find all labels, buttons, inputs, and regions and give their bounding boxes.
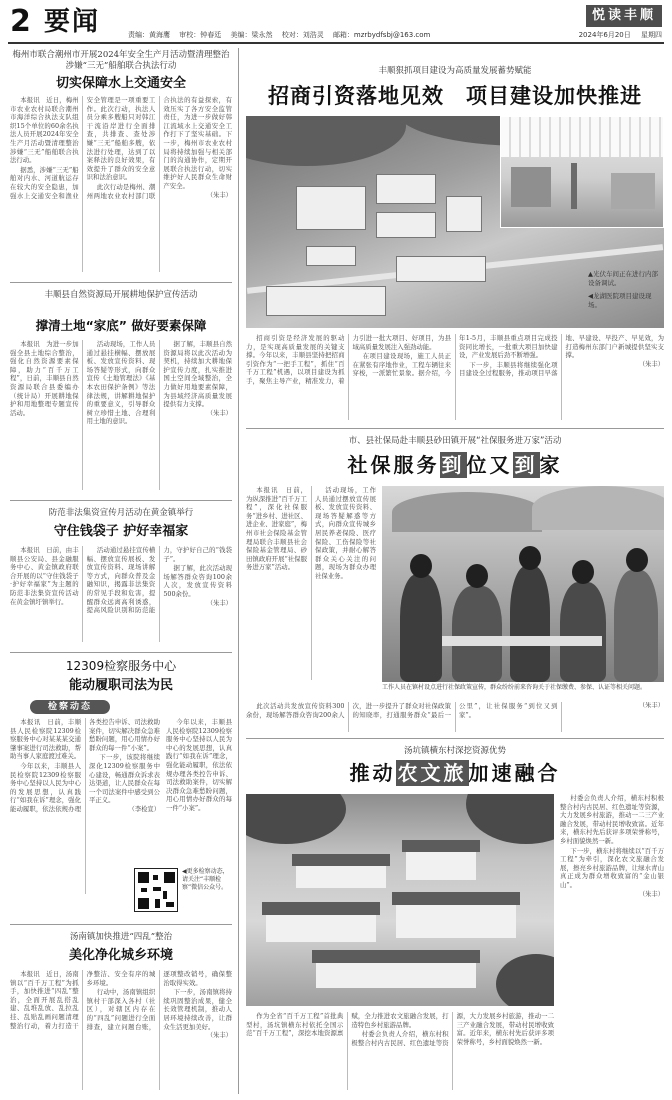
byline: （朱丰） — [638, 360, 664, 368]
story3-body — [10, 546, 232, 642]
paragraph: 活动现场，工作人员通过摆放宣传展板、发放宣传资料、现场答疑解惑等方式，向群众宣传城乡居民养老保险、医疗保险、工伤保险等社保政策，并耐心解答群众关心关注的问题，现场为群众办理社保业务。 — [315, 486, 376, 580]
paragraph: 活动现场，工作人员通过悬挂横幅、摆放展板、发放宣传资料、现场答疑等形式，向群众宣传《土地管理法》《基本农田保护条例》等法律法规，讲解耕地保护的重要意义，引导群众树立珍惜土地、合理利用土地的意识。 — [86, 340, 156, 426]
paragraph: 村委会负责人介绍，横东村积极整合村内古民居、红色遗址等资源，大力发展乡村旅游，推动一二三产业融合发展，带动村民增收致富。近年来，横东村先后获评多项荣誉称号，乡村面貌焕然一新。 — [351, 1012, 554, 1047]
paragraph: 本报讯 近日，汤南镇以“百千万工程”为抓手，加快推进“四乱”整治，全面开展乱搭乱建、乱堆乱放、乱拉乱挂、乱贴乱画问题清理整治行动，着力打造干净整洁、安全有序的城乡环境。 — [10, 970, 156, 1030]
byline: （李检宣） — [128, 805, 160, 813]
paragraph: 行动中，汤南镇组织镇村干部深入各村（社区），对辖区内存在的“四乱”问题进行全面排查，建立问题台账，逐项整改销号，确保整治取得实效。 — [86, 970, 232, 1031]
column-tag: 检察动态 — [30, 700, 110, 714]
story1-title: 切实保障水上交通安全 — [55, 76, 186, 91]
byline: （朱丰） — [638, 702, 664, 709]
byline: （朱丰） — [206, 191, 232, 199]
byline: （朱丰） — [206, 409, 232, 417]
title-highlight: 到 — [441, 453, 465, 477]
credit-item: 审校：钟春廷 — [179, 31, 222, 39]
paragraph: 今年以来，丰顺县人民检察院12309检察服务中心坚持以人民为中心的发展思想，认真践行“如我在诉”理念，强化能动履职，依法依规办理各类控告申诉、司法救助案件，切实解决群众急难愁盼问题，用心用情办好群众的每一件“小案”。 — [10, 718, 160, 813]
paragraph: 据了解，丰顺县自然资源局将以此次活动为契机，持续加大耕地保护宣传力度，扎实推进国土空间全域整治，全力做好用地要素保障，为县域经济高质量发展提供有力支撑。 — [163, 340, 232, 409]
credit-item: 校对：刘浩灵 — [281, 31, 324, 39]
credit-item: 邮箱：mzrbydfsbj@163.com — [332, 31, 431, 39]
feature2-kicker: 市、县社保局赴丰顺县砂田镇开展“社保服务进万家”活动 — [348, 436, 562, 446]
paragraph: 本报讯 日前，丰顺县人民检察院12309检察服务中心对某某某交通肇事案进行司法救助，帮助当事人家庭渡过难关。 — [10, 718, 81, 761]
divider — [10, 652, 232, 653]
credit-item: 美编：梁永然 — [230, 31, 273, 39]
divider — [10, 924, 232, 925]
divider — [246, 428, 664, 429]
paragraph: 村委会负责人介绍，横东村积极整合村内古民居、红色遗址等资源，大力发展乡村旅游，推动一二三产业融合发展，带动村民增收致富。近年来，横东村先后获评多项荣誉称号，乡村面貌焕然一新。 — [560, 794, 664, 845]
qr-caption: ◀更多检察动态，请关注“丰顺检察”微信公众号。 — [182, 868, 229, 891]
social-security-photo — [382, 486, 664, 682]
paragraph: 招商引资是经济发展的驱动力，是实现高质量发展的关键支撑。今年以来，丰顺县坚持把招商引资作为“一把手工程”，抓住“百千万工程”机遇，以项目建设为抓手，聚焦主导产业，精准发力，着力引进一批大项目、好项目，为县域高质量发展注入强劲动能。 — [246, 334, 451, 385]
byline: （朱丰） — [206, 599, 232, 607]
paragraph: 作为全省“百千万工程”首批典型村，汤坑镇横东村依托全国示范“百千万工程”，深挖本地资源禀赋，全力推进农文旅融合发展，打造特色乡村旅游品牌。 — [246, 1012, 449, 1038]
section-title: 要闻 — [44, 7, 101, 37]
paragraph: 下一步，该院将继续深化12309检察服务中心建设，畅通群众诉求表达渠道，让人民群众在每一个司法案件中感受到公平正义。 — [89, 753, 160, 805]
paragraph: 据了解，此次活动现场解答群众咨询100余人次，发放宣传资料500余份。 — [163, 564, 232, 598]
feature3-kicker: 汤坑镇横东村深挖资源优势 — [403, 746, 506, 756]
main-photo-caption: ◀龙湖医院项目建设现场。 — [588, 292, 652, 309]
page-number: 2 — [10, 4, 31, 39]
paragraph: 本报讯 近日，梅州市农业农村局联合潮州市海洋综合执法支队组织15个单位的60余名执法人员开展2024年安全生产月活动暨清理整治涉嫌“三无”船舶联合执法行动。 — [10, 96, 79, 165]
divider — [10, 282, 232, 283]
paragraph: 据悉，涉嫌“三无”船舶对内水、河道航运存在较大的安全隐患，加强水上交通安全和渔业安全管理是一项重要工作。此次行动，执法人员分乘多艘船只对韩江干流沿岸进行全面排查，共排查、查处涉嫌“三无”船舶多艘，依法进行处理，达到了以案释法的良好效果，有效提升了群众的安全意识和法治意识。 — [10, 96, 156, 200]
story4-title2: 能动履职司法为民 — [68, 678, 173, 693]
paragraph: 此次行动是梅州、潮州两地农业农村部门联合执法的有益探索，有效压实了各方安全监管责任，为进一步做好韩江流域水上交通安全工作打下了坚实基础。下一步，梅州市农业农村局将持续加强与相关部门的沟通协作，定期开展联合执法行动，切实维护好人民群众生命财产安全。 — [86, 96, 232, 200]
date-text: 2024年6月20日 — [578, 31, 631, 39]
title-part: 推动 — [349, 761, 396, 785]
editor-credits — [128, 30, 437, 40]
divider — [246, 738, 664, 739]
story4-body-cont — [166, 718, 232, 868]
feature1-body — [246, 334, 664, 420]
story2-body — [10, 340, 232, 490]
header-rule — [8, 42, 664, 44]
story1-body — [10, 96, 232, 272]
title-part: 家 — [539, 453, 563, 477]
byline: （朱丰） — [206, 1032, 232, 1040]
paragraph: 下一步，汤南镇将持续巩固整治成果，健全长效管理机制，推动人居环境持续改善，让群众生活更加美好。 — [163, 988, 232, 1031]
title-part: 社保服务 — [347, 453, 440, 477]
story3-title: 守住钱袋子 护好幸福家 — [53, 524, 189, 539]
feature2-body-cont — [246, 702, 664, 732]
story2-kicker: 丰顺县自然资源局开展耕地保护宣传活动 — [44, 290, 198, 300]
paragraph: 在项目建设现场，施工人员正在紧张有序地作业，工程车辆往来穿梭，一派繁忙景象。据介绍，今年1-5月，丰顺县重点项目完成投资同比增长，一批重大项目加快建设，产业发展后劲不断增强。 — [352, 334, 558, 378]
divider — [10, 500, 232, 501]
story5-body — [10, 970, 232, 1090]
inset-caption: ▲光伏车间正在进行内部设备调试。 — [588, 270, 658, 287]
village-aerial-photo — [246, 794, 554, 1006]
feature3-body — [246, 1012, 554, 1090]
issue-date — [571, 30, 662, 40]
title-part: 位又 — [466, 453, 513, 477]
feature2-title — [246, 452, 664, 478]
story2-title: 撑清土地“家底” 做好要素保障 — [35, 318, 207, 333]
paragraph: 本报讯 日前，由丰顺县公安局、县金融服务中心、黄金镇政府联合开展的以“守住钱袋子·护好幸福家”为主题的防范非法集资宣传活动在黄金镇圩镇举行。 — [10, 546, 79, 606]
title-highlight: 到 — [514, 453, 538, 477]
masthead — [0, 0, 672, 44]
paragraph: 下一步，丰顺县将继续强化项目建设全过程服务，推动项目早落地、早建设、早投产、早见效，为打造梅州东部门户新城提供坚实支撑。 — [459, 334, 664, 378]
feature2-body — [246, 486, 376, 680]
story5-kicker: 汤南镇加快推进“四乱”整治 — [69, 932, 173, 942]
paragraph: 下一步，横东村将继续以“百千万工程”为牵引，深化农文旅融合发展，擦亮乡村旅游品牌，让绿水青山真正成为群众增收致富的“金山银山”。 — [560, 846, 664, 889]
feature2-caption: 工作人员在镇村设点进行社保政策宣传，群众纷纷前来咨询关于社保缴费、参保、认证等相关问题。 — [382, 684, 647, 691]
byline: （朱丰） — [638, 890, 664, 898]
paragraph: 活动通过悬挂宣传横幅、摆放宣传展板、发放宣传资料、现场讲解等方式，向群众普及金融知识，揭露非法集资的常见手段和危害，提醒群众远离高利诱惑，提高风险识别和防范能力，守护好自己的“钱袋子”。 — [86, 546, 232, 615]
paragraph: 今年以来，丰顺县人民检察院12309检察服务中心坚持以人民为中心的发展思想，认真践行“如我在诉”理念，强化能动履职，依法依规办理各类控告申诉、司法救助案件，切实解决群众急难愁盼问题，用心用情办好群众的每一件“小案”。 — [166, 718, 232, 812]
factory-inset-photo — [500, 116, 664, 228]
paragraph: 本报讯 为进一步加强全县土地综合整治，强化自然资源要素保障，助力“百千万工程”，日前，丰顺县自然资源局联合县委编办（统计局）开展耕地保护和用地整理专题宣传活动。 — [10, 340, 79, 417]
title-highlight: 农文旅 — [397, 761, 467, 785]
column-divider — [238, 48, 239, 1094]
feature1-kicker: 丰顺狠抓项目建设为高质量发展蓄势赋能 — [378, 66, 532, 76]
story4-title: 12309检察服务中心 — [65, 659, 177, 673]
feature3-body-side — [560, 794, 664, 1090]
paragraph: 此次活动共发放宣传资料300余份，现场解答群众咨询200余人次，进一步提升了群众对社保政策的知晓率，打通服务群众“最后一公里”，让社保服务“到位又到家”。 — [246, 702, 558, 719]
brand-label: 悦读丰顺 — [586, 5, 662, 27]
feature1-title: 招商引资落地见效 项目建设加快推进 — [268, 84, 642, 108]
qr-code — [134, 868, 178, 912]
story5-title: 美化净化城乡环境 — [68, 948, 173, 963]
story3-kicker: 防范非法集资宣传月活动在黄金镇举行 — [48, 508, 194, 518]
story1-kicker: 梅州市联合潮州市开展2024年安全生产月活动暨清理整治涉嫌“三无”船舶联合执法行动 — [12, 50, 230, 71]
title-part: 加速融合 — [468, 761, 561, 785]
weekday-text: 星期四 — [641, 31, 662, 39]
credit-item: 责编：黄海鹰 — [128, 31, 170, 39]
paragraph: 本报讯 日前，为纵深推进“百千万工程”，深化社保服务“进乡村、进社区、进企业、进家庭”，梅州市社会保险基金管理局联合丰顺县社会保险基金管理局、砂田镇政府开展“社保服务进万家”活动。 — [246, 486, 307, 572]
feature3-title — [246, 760, 664, 786]
